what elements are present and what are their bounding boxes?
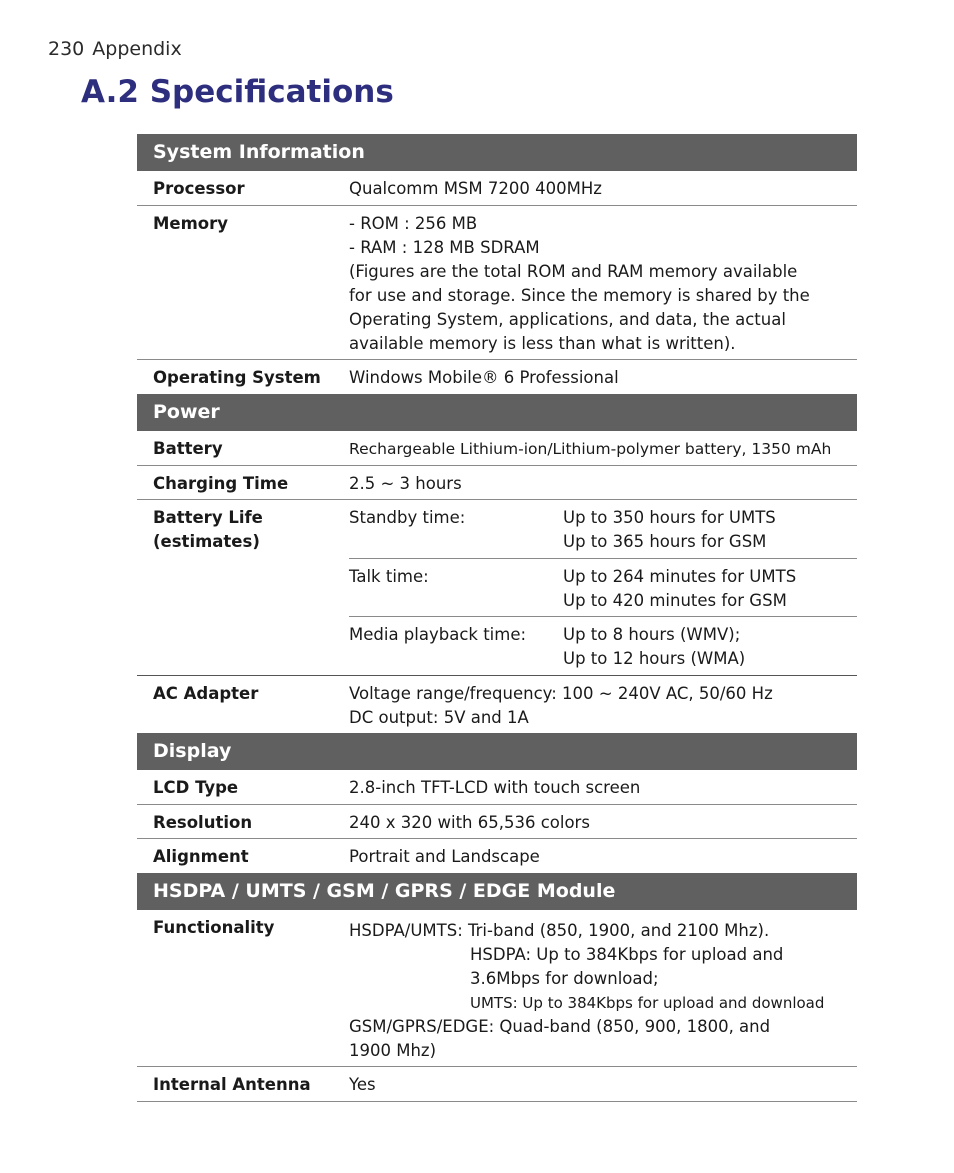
spec-row-internal-antenna [137, 1067, 857, 1102]
page-title: A.2 Specifications [81, 74, 394, 110]
spec-value [349, 676, 857, 733]
spec-row-alignment [137, 839, 857, 873]
memory-line: for use and storage. Since the memory is shared by the [349, 286, 810, 305]
section-name: Appendix [92, 38, 182, 60]
functionality-line: UMTS: Up to 384Kbps for upload and download [470, 994, 825, 1012]
section-heading-module: HSDPA / UMTS / GSM / GPRS / EDGE Module [137, 873, 857, 910]
spec-label [137, 500, 349, 675]
spec-label: LCD Type [153, 778, 239, 797]
spec-label: Processor [153, 179, 245, 198]
section-heading-power: Power [137, 394, 857, 431]
memory-line: available memory is less than what is written). [349, 334, 736, 353]
spec-value: Rechargeable Lithium-ion/Lithium-polymer battery, 1350 mAh [349, 440, 832, 458]
memory-line: Operating System, applications, and data, the actual [349, 310, 786, 329]
running-head [48, 38, 182, 60]
spec-value: Portrait and Landscape [349, 847, 540, 866]
battery-life-value [563, 500, 857, 558]
battery-life-label-line: Battery Life [153, 508, 263, 527]
section-heading-system: System Information [137, 134, 857, 171]
section-heading-display: Display [137, 733, 857, 770]
spec-label: Memory [153, 214, 229, 233]
functionality-line: 1900 Mhz) [349, 1041, 437, 1060]
spec-row-resolution [137, 805, 857, 839]
battery-life-label-line: (estimates) [153, 532, 260, 551]
spec-row-memory [137, 206, 857, 360]
battery-life-line: Up to 12 hours (WMA) [563, 649, 746, 668]
spec-label: Resolution [153, 813, 253, 832]
spec-label: Functionality [153, 918, 275, 937]
battery-life-line: Up to 264 minutes for UMTS [563, 567, 797, 586]
spec-value [349, 206, 857, 359]
functionality-line: GSM/GPRS/EDGE: Quad-band (850, 900, 1800, and [349, 1017, 771, 1036]
battery-life-line: Up to 420 minutes for GSM [563, 591, 787, 610]
spec-row-battery-life [137, 500, 857, 676]
spec-row-processor [137, 171, 857, 206]
spec-value: 240 x 320 with 65,536 colors [349, 813, 590, 832]
spec-label: Charging Time [153, 474, 289, 493]
spec-row-charging-time [137, 466, 857, 500]
battery-life-key: Media playback time: [349, 625, 527, 644]
battery-life-line: Up to 365 hours for GSM [563, 532, 767, 551]
functionality-line: HSDPA/UMTS: Tri-band (850, 1900, and 2100 Mhz). [349, 921, 770, 940]
battery-life-key: Talk time: [349, 567, 429, 586]
memory-line: - ROM : 256 MB [349, 214, 478, 233]
spec-row-ac-adapter [137, 676, 857, 733]
spec-label: Internal Antenna [153, 1075, 311, 1094]
spec-label: Battery [153, 439, 223, 458]
spec-value: 2.8-inch TFT-LCD with touch screen [349, 778, 641, 797]
spec-row-battery [137, 431, 857, 466]
battery-life-line: Up to 350 hours for UMTS [563, 508, 776, 527]
battery-life-key: Standby time: [349, 508, 466, 527]
ac-adapter-line: DC output: 5V and 1A [349, 708, 529, 727]
battery-life-item-talk [349, 559, 857, 617]
battery-life-line: Up to 8 hours (WMV); [563, 625, 741, 644]
spec-row-functionality [137, 910, 857, 1067]
ac-adapter-line: Voltage range/frequency: 100 ~ 240V AC, 50/60 Hz [349, 684, 773, 703]
memory-line: (Figures are the total ROM and RAM memory available [349, 262, 798, 281]
spec-value [349, 910, 857, 1066]
spec-value: Windows Mobile® 6 Professional [349, 368, 619, 387]
spec-table [137, 134, 857, 1102]
spec-row-os [137, 360, 857, 394]
functionality-line: HSDPA: Up to 384Kbps for upload and [470, 945, 784, 964]
spec-value: 2.5 ~ 3 hours [349, 474, 462, 493]
battery-life-value [563, 559, 857, 616]
spec-label: AC Adapter [153, 684, 259, 703]
battery-life-item-media [349, 617, 857, 675]
spec-row-lcd-type [137, 770, 857, 805]
spec-value: Yes [349, 1075, 376, 1094]
battery-life-item-standby [349, 500, 857, 559]
spec-label: Alignment [153, 847, 249, 866]
spec-value: Qualcomm MSM 7200 400MHz [349, 179, 602, 198]
memory-line: - RAM : 128 MB SDRAM [349, 238, 540, 257]
battery-life-details [349, 500, 857, 675]
spec-label: Operating System [153, 368, 321, 387]
battery-life-value [563, 617, 857, 675]
page-number: 230 [48, 38, 85, 60]
functionality-line: 3.6Mbps for download; [470, 969, 659, 988]
